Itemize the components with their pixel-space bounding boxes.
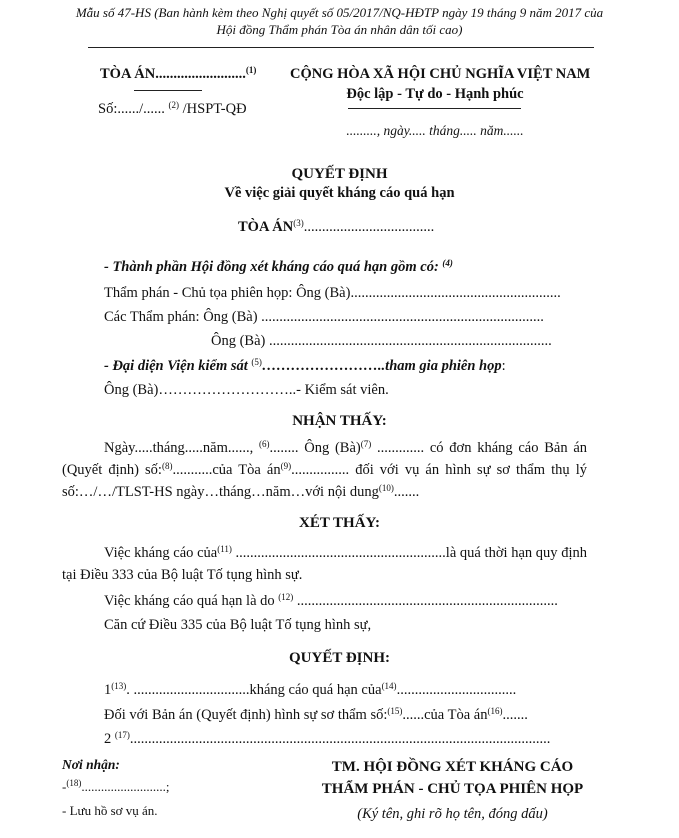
recipient-item-2: - Lưu hồ sơ vụ án. [62,803,158,818]
signature-line-2: THẨM PHÁN - CHỦ TỌA PHIÊN HỌP [321,781,584,797]
considerations-line-3: Việc kháng cáo quá hạn là do $^{(12)}$ ........................................................................ [104,592,558,609]
decision-heading: QUYẾT ĐỊNH: [289,650,390,666]
signature-instruction: (Ký tên, ghi rõ họ tên, đóng dấu) [357,806,548,822]
considerations-line-1: Việc kháng cáo của$^{(11)}$ ..........................................................là quá thời hạn quy định [104,544,587,561]
decision-line-3: 2 $^{(17)}$.................................................................................................................... [104,730,551,747]
issuing-court: TÒA ÁN$^{(3)}$.................................... [238,218,435,235]
signature-line-1: TM. HỘI ĐỒNG XÉT KHÁNG CÁO [331,759,574,775]
findings-heading: NHẬN THẤY: [292,413,387,429]
nation-title: CỘNG HÒA XÃ HỘI CHỦ NGHĨA VIỆT NAM [290,66,591,82]
header-divider [88,47,594,48]
document-title: QUYẾT ĐỊNH [291,166,388,182]
procuracy-line: - Đại diện Viện kiểm sát $^{(5)}$……………………..tham gia phiên họp: [104,357,506,374]
considerations-heading: XÉT THẤY: [298,515,380,531]
findings-line-3: số:…/…/TLST-HS ngày…tháng…năm…với nội dung$^{(10)}$....... [62,483,420,500]
form-note-line-1: Mẫu số 47-HS (Ban hành kèm theo Nghị quyết số 05/2017/NQ-HĐTP ngày 19 tháng 9 năm 2017 của [75,5,604,20]
findings-line-1: Ngày.....tháng.....năm......, $^{(6)}$........ Ông (Bà)$^{(7)}$ ............. có đơn kháng cáo Bản án [104,439,588,456]
decision-line-1: 1$^{(13)}$. ................................kháng cáo quá hạn của$^{(14)}$................................. [104,681,517,698]
considerations-line-4: Căn cứ Điều 335 của Bộ luật Tố tụng hình sự, [104,617,372,633]
court-name: TÒA ÁN.........................$^{(1)}$ [100,65,257,82]
decision-number: Số:....../...... $^{(2)}$ /HSPT-QĐ [98,100,247,117]
judge-2-line: Ông (Bà) .............................................................................. [211,333,552,349]
issue-date: ........., ngày..... tháng..... năm...... [346,123,524,138]
panel-heading: - Thành phần Hội đồng xét kháng cáo quá hạn gồm có: $^{(4)}$ [104,258,453,275]
decision-line-2: Đối với Bản án (Quyết định) hình sự sơ thẩm số:$^{(15)}$......của Tòa $án^{(16)}$....... [104,706,528,723]
judges-line: Các Thẩm phán: Ông (Bà) .............................................................................. [104,309,544,325]
motto-underline [348,108,521,109]
findings-line-2: (Quyết định) số:$^{(8)}$...........của Tòa $án^{(9)}$................ đối với vụ án hình sự sơ thẩm thụ lý [62,461,587,478]
national-motto: Độc lập - Tự do - Hạnh phúc [346,86,524,102]
document-subtitle: Về việc giải quyết kháng cáo quá hạn [224,185,455,201]
considerations-line-2: tại Điều 333 của Bộ luật Tố tụng hình sự. [62,567,303,583]
recipients-label: Nơi nhận: [62,757,120,772]
prosecutor-line: Ông (Bà)………………………..- Kiểm sát viên. [104,382,389,398]
court-underline [134,90,202,91]
presiding-judge-line: Thẩm phán - Chủ tọa phiên họp: Ông (Bà).......................................................... [104,285,561,301]
recipient-item-1: -$^{(18)}$..........................; [62,778,170,794]
form-note-line-2: Hội đồng Thẩm phán Tòa án nhân dân tối cao) [216,22,463,37]
